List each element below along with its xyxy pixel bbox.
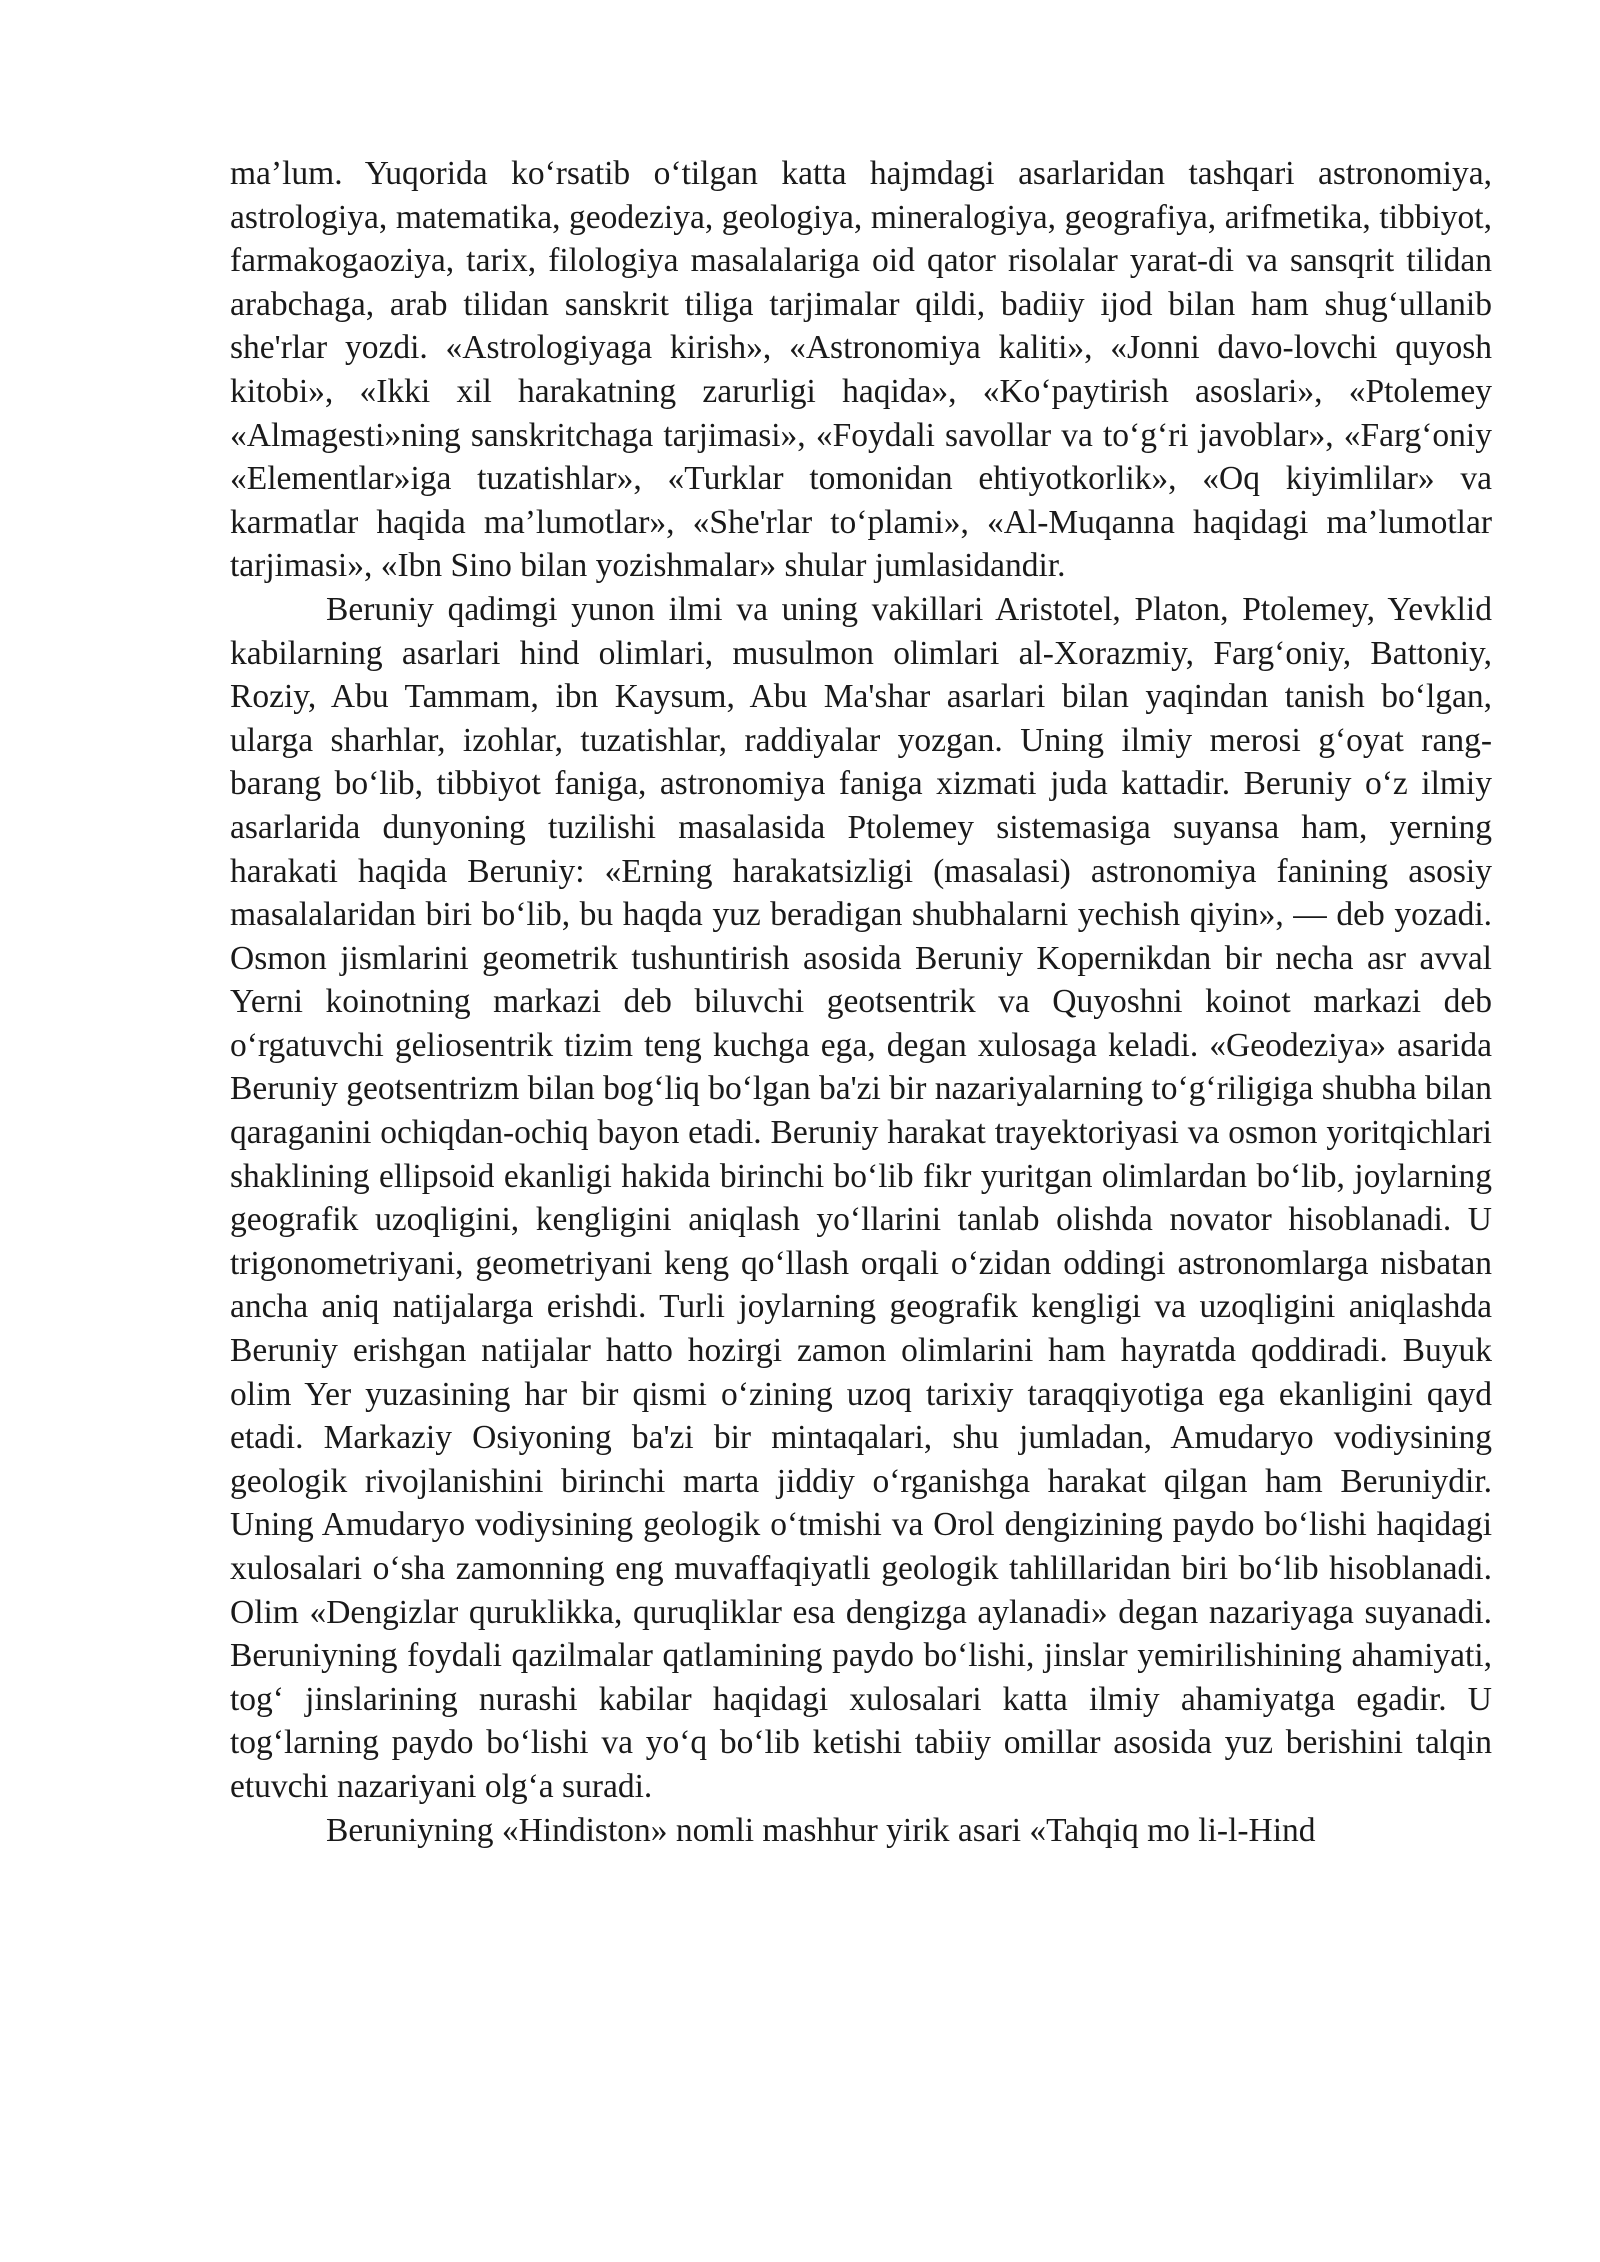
paragraph-hindiston: Beruniyning «Hindiston» nomli mashhur yirik asari «Tahqiq mo li-l-Hind [326, 1811, 1316, 1849]
paragraph-beruniy-science: Beruniy qadimgi yunon ilmi va uning vakillari Aristotel, Platon, Ptolemey, Yevklid kabilarning asarlari hind olimlari, musulmon olimlari al-Xorazmiy, Farg‘oniy, Battoniy, Roziy, Abu Tammam, ibn Kaysum, Abu Ma'shar asarlari bilan yaqindan tanish bo‘lgan, ularga sharhlar, izohlar, tuzatishlar, raddiyalar yozgan. Uning ilmiy merosi g‘oyat rang-barang bo‘lib, tibbiyot faniga, astronomiya faniga xizmati juda kattadir. Beruniy o‘z ilmiy asarlarida dunyoning tuzilishi masalasida Ptolemey sistemasiga suyansa ham, yerning harakati haqida Beruniy: «Erning harakatsizligi (masalasi) astronomiya fanining asosiy masalalaridan biri bo‘lib, bu haqda yuz beradigan shubhalarni yechish qiyin», — deb yozadi. Osmon jismlarini geometrik tushuntirish asosida Beruniy Kopernikdan bir necha asr avval Yerni koinotning markazi deb biluvchi geotsentrik va Quyoshni koinot markazi deb o‘rgatuvchi geliosentrik tizim teng kuchga ega, degan xulosaga keladi. «Geodeziya» asarida Beruniy geotsentrizm bilan bog‘liq bo‘lgan ba'zi bir nazariyalarning to‘g‘riligiga shubha bilan qaraganini ochiqdan-ochiq bayon etadi. Beruniy harakat trayektoriyasi va osmon yoritqichlari shaklining ellipsoid ekanligi hakida birinchi bo‘lib fikr yuritgan olimlardan bo‘lib, joylarning geografik uzoqligini, kengligini aniqlash yo‘llarini tanlab olishda novator hisoblanadi. U trigonometriyani, geometriyani keng qo‘llash orqali o‘zidan oddingi astronomlarga nisbatan ancha aniq natijalarga erishdi. Turli joylarning geografik kengligi va uzoqligini aniqlashda Beruniy erishgan natijalar hatto hozirgi zamon olimlarini ham hayratda qoddiradi. Buyuk olim Yer yuzasining har bir qismi o‘zining uzoq tarixiy taraqqiyotiga ega ekanligini qayd etadi. Markaziy Osiyoning ba'zi bir mintaqalari, shu jumladan, Amudaryo vodiysining geologik rivojlanishini birinchi marta jiddiy o‘rganishga harakat qilgan ham Beruniydir. Uning Amudaryo vodiysining geologik o‘tmishi va Orol dengizining paydo bo‘lishi haqidagi xulosalari o‘sha zamonning eng muvaffaqiyatli geologik tahlillaridan biri bo‘lib hisoblanadi. Olim «Dengizlar quruklikka, quruqliklar esa dengizga aylanadi» degan nazariyaga suyanadi. Beruniyning foydali qazilmalar qatlamining paydo bo‘lishi, jinslar yemirilishining ahamiyati, tog‘ jinslarining nurashi kabilar haqidagi xulosalari katta ilmiy ahamiyatga egadir. U tog‘larning paydo bo‘lishi va yo‘q bo‘lib ketishi tabiiy omillar asosida yuz berishini talqin etuvchi nazariyani olg‘a suradi. [230, 590, 1492, 1805]
body-text [230, 152, 1492, 1852]
paragraph-continued: ma’lum. Yuqorida ko‘rsatib o‘tilgan katta hajmdagi asarlaridan tashqari astronomiya, astrologiya, matematika, geodeziya, geologiya, mineralogiya, geografiya, arifmetika, tibbiyot, farmakogaoziya, tarix, filologiya masalalariga oid qator risolalar yarat-di va sansqrit tilidan arabchaga, arab tilidan sanskrit tiliga tarjimalar qildi, badiiy ijod bilan ham shug‘ullanib she'rlar yozdi. «Astrologiyaga kirish», «Astronomiya kaliti», «Jonni davo-lovchi quyosh kitobi», «Ikki xil harakatning zarurligi haqida», «Ko‘paytirish asoslari», «Ptolemey «Almagesti»ning sanskritchaga tarjimasi», «Foydali savollar va to‘g‘ri javoblar», «Farg‘oniy «Elementlar»iga tuzatishlar», «Turklar tomonidan ehtiyotkorlik», «Oq kiyimlilar» va karmatlar haqida ma’lumotlar», «She'rlar to‘plami», «Al-Muqanna haqidagi ma’lumotlar tarjimasi», «Ibn Sino bilan yozishmalar» shular jumlasidandir. [230, 155, 1492, 585]
